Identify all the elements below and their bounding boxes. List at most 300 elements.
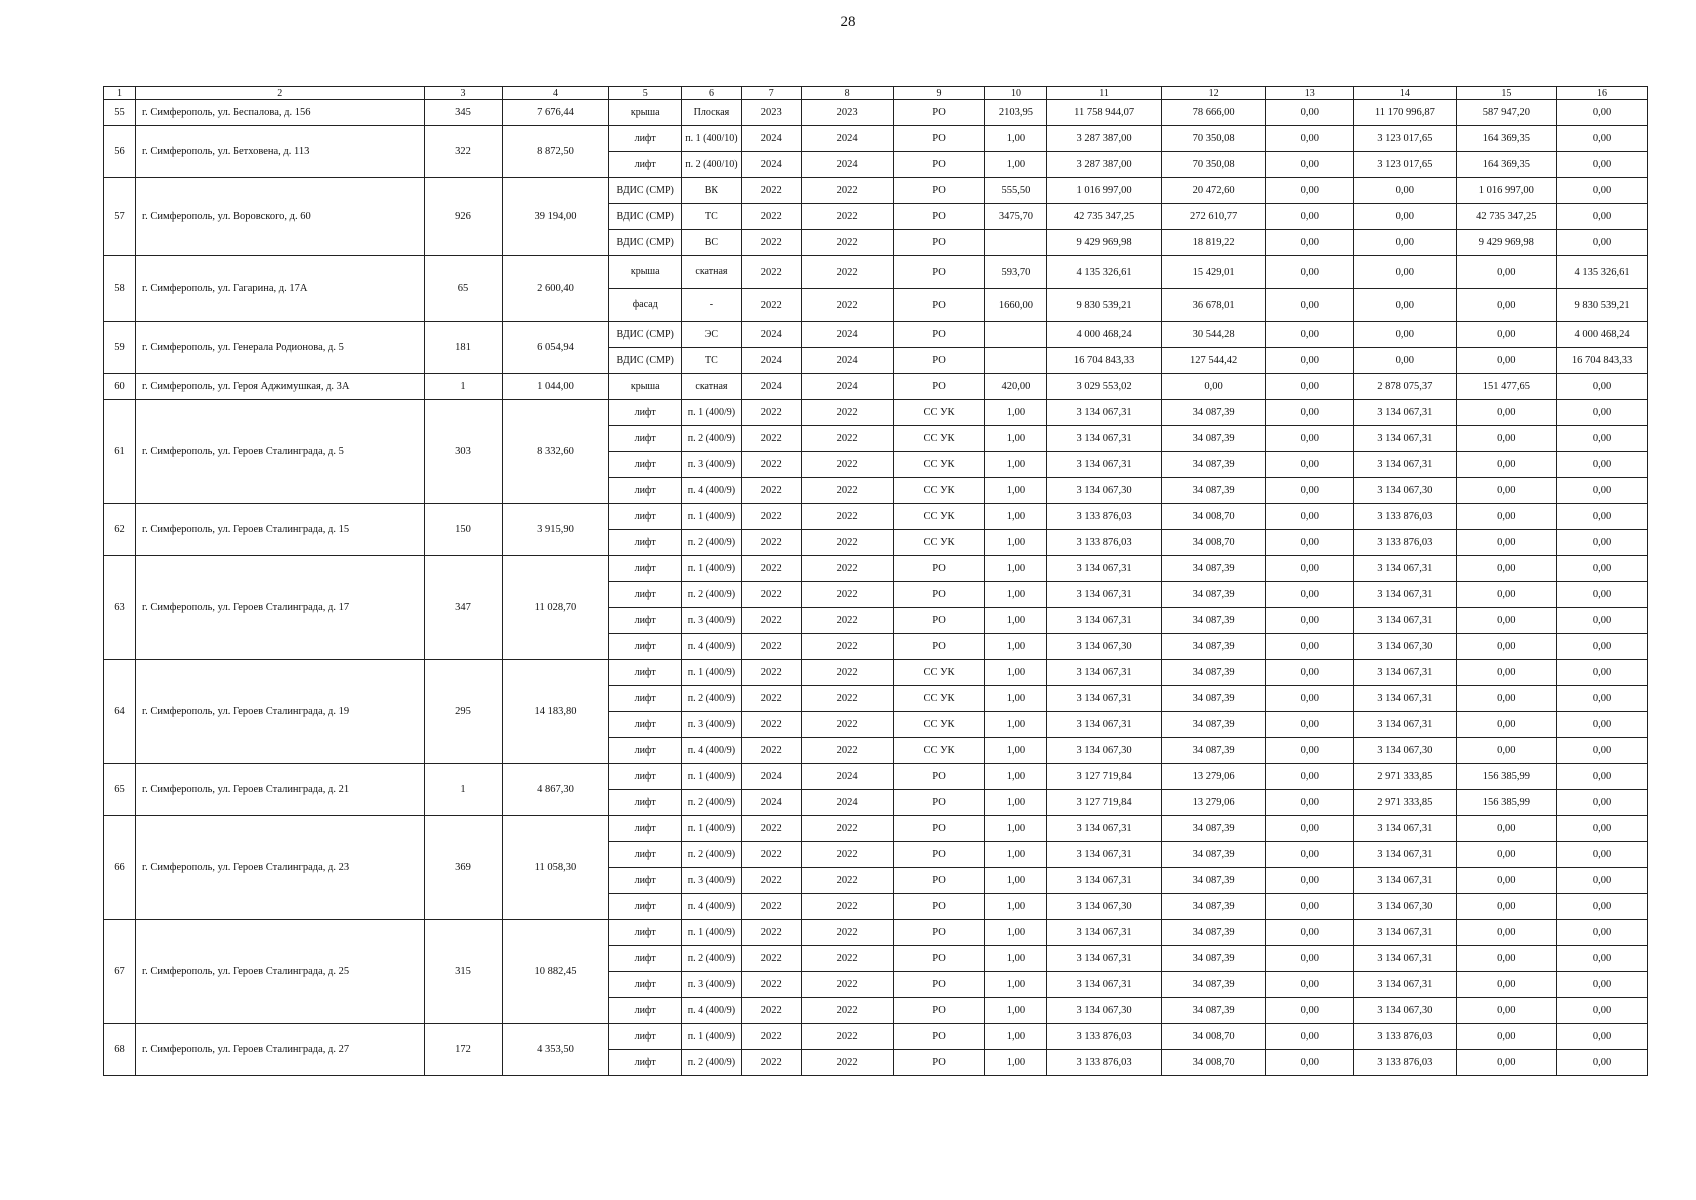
cell-col-14: 3 134 067,30 xyxy=(1354,634,1457,660)
table-row xyxy=(104,126,1648,152)
cell-col-9: РО xyxy=(893,1050,985,1076)
cell-col-7: 2022 xyxy=(741,660,801,686)
cell-col-5: лифт xyxy=(609,816,682,842)
cell-col-6: п. 2 (400/9) xyxy=(682,530,742,556)
cell-col-11: 4 000 468,24 xyxy=(1047,322,1161,348)
cell-col-13: 0,00 xyxy=(1266,374,1354,400)
cell-col-8: 2022 xyxy=(801,946,893,972)
cell-col-12: 34 087,39 xyxy=(1161,738,1266,764)
cell-col-5: лифт xyxy=(609,686,682,712)
cell-col-7: 2024 xyxy=(741,764,801,790)
cell-col-13: 0,00 xyxy=(1266,478,1354,504)
cell-col-8: 2024 xyxy=(801,152,893,178)
table-row xyxy=(104,816,1648,842)
cell-col-12: 34 087,39 xyxy=(1161,894,1266,920)
cell-col-8: 2022 xyxy=(801,230,893,256)
cell-col-13: 0,00 xyxy=(1266,400,1354,426)
cell-col-13: 0,00 xyxy=(1266,998,1354,1024)
cell-col-16: 9 830 539,21 xyxy=(1557,289,1648,322)
cell-col-14: 3 134 067,31 xyxy=(1354,686,1457,712)
cell-col-10: 1,00 xyxy=(985,400,1047,426)
cell-col-6: п. 1 (400/9) xyxy=(682,556,742,582)
cell-col-9: РО xyxy=(893,946,985,972)
cell-col-16: 0,00 xyxy=(1557,998,1648,1024)
cell-col-16: 16 704 843,33 xyxy=(1557,348,1648,374)
row-number-cell: 59 xyxy=(104,322,136,374)
cell-col-14: 3 134 067,31 xyxy=(1354,972,1457,998)
header-cell-7: 7 xyxy=(741,87,801,100)
cell-col-10: 1,00 xyxy=(985,426,1047,452)
area-cell: 11 058,30 xyxy=(502,816,609,920)
cell-col-10: 2103,95 xyxy=(985,100,1047,126)
cell-col-10: 1,00 xyxy=(985,686,1047,712)
cell-col-10: 1,00 xyxy=(985,894,1047,920)
cell-col-10: 1,00 xyxy=(985,556,1047,582)
cell-col-9: РО xyxy=(893,126,985,152)
cell-col-7: 2022 xyxy=(741,868,801,894)
cell-col-11: 3 134 067,31 xyxy=(1047,946,1161,972)
cell-col-15: 0,00 xyxy=(1456,608,1556,634)
cell-col-11: 3 134 067,31 xyxy=(1047,842,1161,868)
cell-col-5: лифт xyxy=(609,660,682,686)
address-cell: г. Симферополь, ул. Героев Сталинграда, д. 5 xyxy=(136,400,424,504)
cell-col-9: РО xyxy=(893,322,985,348)
cell-col-6: п. 2 (400/9) xyxy=(682,946,742,972)
cell-col-5: лифт xyxy=(609,946,682,972)
address-cell: г. Симферополь, ул. Беспалова, д. 156 xyxy=(136,100,424,126)
cell-col-15: 0,00 xyxy=(1456,289,1556,322)
cell-col-12: 34 087,39 xyxy=(1161,972,1266,998)
cell-col-5: крыша xyxy=(609,374,682,400)
cell-col-6: п. 1 (400/9) xyxy=(682,764,742,790)
cell-col-7: 2022 xyxy=(741,634,801,660)
area-cell: 4 353,50 xyxy=(502,1024,609,1076)
cell-col-15: 0,00 xyxy=(1456,816,1556,842)
page-number: 28 xyxy=(840,14,856,30)
table-row xyxy=(104,100,1648,126)
cell-col-9: РО xyxy=(893,178,985,204)
cell-col-13: 0,00 xyxy=(1266,920,1354,946)
cell-col-7: 2022 xyxy=(741,816,801,842)
cell-col-15: 164 369,35 xyxy=(1456,152,1556,178)
cell-col-13: 0,00 xyxy=(1266,946,1354,972)
cell-col-8: 2022 xyxy=(801,920,893,946)
apartments-cell: 1 xyxy=(424,764,502,816)
cell-col-6: п. 1 (400/9) xyxy=(682,400,742,426)
cell-col-10: 1,00 xyxy=(985,504,1047,530)
cell-col-6: скатная xyxy=(682,374,742,400)
cell-col-11: 16 704 843,33 xyxy=(1047,348,1161,374)
cell-col-8: 2024 xyxy=(801,348,893,374)
cell-col-10: 1,00 xyxy=(985,660,1047,686)
cell-col-6: п. 4 (400/9) xyxy=(682,998,742,1024)
cell-col-12: 13 279,06 xyxy=(1161,764,1266,790)
apartments-cell: 150 xyxy=(424,504,502,556)
cell-col-10: 593,70 xyxy=(985,256,1047,289)
row-number-cell: 67 xyxy=(104,920,136,1024)
cell-col-8: 2022 xyxy=(801,972,893,998)
address-cell: г. Симферополь, ул. Героев Сталинграда, д. 17 xyxy=(136,556,424,660)
cell-col-15: 0,00 xyxy=(1456,322,1556,348)
cell-col-15: 0,00 xyxy=(1456,426,1556,452)
cell-col-5: лифт xyxy=(609,634,682,660)
cell-col-9: СС УК xyxy=(893,686,985,712)
cell-col-6: п. 1 (400/9) xyxy=(682,816,742,842)
cell-col-7: 2022 xyxy=(741,556,801,582)
row-number-cell: 60 xyxy=(104,374,136,400)
cell-col-9: РО xyxy=(893,230,985,256)
cell-col-13: 0,00 xyxy=(1266,322,1354,348)
cell-col-12: 30 544,28 xyxy=(1161,322,1266,348)
cell-col-8: 2022 xyxy=(801,289,893,322)
cell-col-8: 2022 xyxy=(801,256,893,289)
cell-col-7: 2022 xyxy=(741,289,801,322)
cell-col-12: 34 087,39 xyxy=(1161,816,1266,842)
address-cell: г. Симферополь, ул. Бетховена, д. 113 xyxy=(136,126,424,178)
cell-col-5: лифт xyxy=(609,504,682,530)
row-number-cell: 63 xyxy=(104,556,136,660)
cell-col-14: 3 134 067,31 xyxy=(1354,920,1457,946)
address-cell: г. Симферополь, ул. Героев Сталинграда, д. 27 xyxy=(136,1024,424,1076)
table-row xyxy=(104,256,1648,289)
cell-col-13: 0,00 xyxy=(1266,530,1354,556)
repair-schedule-table xyxy=(103,86,1648,1076)
cell-col-11: 3 134 067,31 xyxy=(1047,556,1161,582)
area-cell: 7 676,44 xyxy=(502,100,609,126)
apartments-cell: 315 xyxy=(424,920,502,1024)
cell-col-11: 3 133 876,03 xyxy=(1047,530,1161,556)
cell-col-7: 2022 xyxy=(741,230,801,256)
cell-col-6: ЭС xyxy=(682,322,742,348)
cell-col-6: п. 4 (400/9) xyxy=(682,634,742,660)
cell-col-11: 3 133 876,03 xyxy=(1047,1024,1161,1050)
cell-col-9: СС УК xyxy=(893,738,985,764)
cell-col-7: 2022 xyxy=(741,972,801,998)
cell-col-14: 3 134 067,31 xyxy=(1354,946,1457,972)
cell-col-13: 0,00 xyxy=(1266,452,1354,478)
cell-col-6: п. 1 (400/9) xyxy=(682,660,742,686)
cell-col-13: 0,00 xyxy=(1266,686,1354,712)
address-cell: г. Симферополь, ул. Героев Сталинграда, д. 23 xyxy=(136,816,424,920)
cell-col-6: п. 4 (400/9) xyxy=(682,738,742,764)
cell-col-6: Плоская xyxy=(682,100,742,126)
cell-col-16: 0,00 xyxy=(1557,126,1648,152)
cell-col-6: п. 2 (400/9) xyxy=(682,426,742,452)
apartments-cell: 926 xyxy=(424,178,502,256)
cell-col-12: 34 008,70 xyxy=(1161,530,1266,556)
cell-col-8: 2022 xyxy=(801,842,893,868)
cell-col-6: п. 2 (400/9) xyxy=(682,842,742,868)
cell-col-10: 1,00 xyxy=(985,608,1047,634)
cell-col-6: п. 3 (400/9) xyxy=(682,452,742,478)
cell-col-5: ВДИС (СМР) xyxy=(609,230,682,256)
cell-col-8: 2022 xyxy=(801,178,893,204)
cell-col-6: ВС xyxy=(682,230,742,256)
cell-col-8: 2022 xyxy=(801,894,893,920)
address-cell: г. Симферополь, ул. Героев Сталинграда, д. 21 xyxy=(136,764,424,816)
cell-col-10: 1,00 xyxy=(985,738,1047,764)
cell-col-7: 2024 xyxy=(741,374,801,400)
cell-col-6: п. 3 (400/9) xyxy=(682,608,742,634)
cell-col-11: 3 287 387,00 xyxy=(1047,126,1161,152)
address-cell: г. Симферополь, ул. Героев Сталинграда, д. 25 xyxy=(136,920,424,1024)
header-cell-12: 12 xyxy=(1161,87,1266,100)
cell-col-13: 0,00 xyxy=(1266,289,1354,322)
cell-col-6: ВК xyxy=(682,178,742,204)
table-row xyxy=(104,556,1648,582)
cell-col-10 xyxy=(985,348,1047,374)
table-header xyxy=(104,87,1648,100)
cell-col-10: 1,00 xyxy=(985,998,1047,1024)
cell-col-5: лифт xyxy=(609,920,682,946)
cell-col-14: 3 134 067,31 xyxy=(1354,556,1457,582)
area-cell: 1 044,00 xyxy=(502,374,609,400)
area-cell: 4 867,30 xyxy=(502,764,609,816)
cell-col-12: 36 678,01 xyxy=(1161,289,1266,322)
row-number-cell: 64 xyxy=(104,660,136,764)
cell-col-14: 0,00 xyxy=(1354,289,1457,322)
cell-col-6: ТС xyxy=(682,204,742,230)
cell-col-12: 272 610,77 xyxy=(1161,204,1266,230)
cell-col-7: 2022 xyxy=(741,426,801,452)
area-cell: 8 872,50 xyxy=(502,126,609,178)
cell-col-15: 0,00 xyxy=(1456,452,1556,478)
cell-col-11: 9 429 969,98 xyxy=(1047,230,1161,256)
cell-col-13: 0,00 xyxy=(1266,230,1354,256)
cell-col-14: 0,00 xyxy=(1354,348,1457,374)
row-number-cell: 62 xyxy=(104,504,136,556)
table-row xyxy=(104,660,1648,686)
cell-col-5: крыша xyxy=(609,256,682,289)
cell-col-15: 0,00 xyxy=(1456,998,1556,1024)
cell-col-13: 0,00 xyxy=(1266,1050,1354,1076)
cell-col-11: 3 134 067,31 xyxy=(1047,868,1161,894)
cell-col-13: 0,00 xyxy=(1266,608,1354,634)
cell-col-8: 2022 xyxy=(801,204,893,230)
cell-col-5: лифт xyxy=(609,556,682,582)
cell-col-15: 0,00 xyxy=(1456,504,1556,530)
cell-col-6: п. 2 (400/9) xyxy=(682,1050,742,1076)
cell-col-14: 3 123 017,65 xyxy=(1354,152,1457,178)
cell-col-12: 34 087,39 xyxy=(1161,582,1266,608)
cell-col-16: 0,00 xyxy=(1557,530,1648,556)
row-number-cell: 58 xyxy=(104,256,136,322)
cell-col-13: 0,00 xyxy=(1266,894,1354,920)
cell-col-9: РО xyxy=(893,556,985,582)
cell-col-11: 3 134 067,31 xyxy=(1047,972,1161,998)
apartments-cell: 65 xyxy=(424,256,502,322)
cell-col-12: 18 819,22 xyxy=(1161,230,1266,256)
cell-col-12: 34 087,39 xyxy=(1161,842,1266,868)
cell-col-15: 0,00 xyxy=(1456,256,1556,289)
header-cell-8: 8 xyxy=(801,87,893,100)
table-row xyxy=(104,504,1648,530)
cell-col-16: 0,00 xyxy=(1557,712,1648,738)
cell-col-9: РО xyxy=(893,634,985,660)
cell-col-15: 0,00 xyxy=(1456,920,1556,946)
cell-col-12: 34 087,39 xyxy=(1161,920,1266,946)
cell-col-12: 34 087,39 xyxy=(1161,608,1266,634)
apartments-cell: 181 xyxy=(424,322,502,374)
cell-col-7: 2022 xyxy=(741,178,801,204)
cell-col-6: ТС xyxy=(682,348,742,374)
cell-col-14: 3 134 067,31 xyxy=(1354,426,1457,452)
cell-col-7: 2022 xyxy=(741,504,801,530)
cell-col-16: 0,00 xyxy=(1557,1050,1648,1076)
row-number-cell: 56 xyxy=(104,126,136,178)
cell-col-5: лифт xyxy=(609,582,682,608)
cell-col-12: 70 350,08 xyxy=(1161,126,1266,152)
cell-col-14: 3 134 067,31 xyxy=(1354,582,1457,608)
cell-col-11: 3 287 387,00 xyxy=(1047,152,1161,178)
address-cell: г. Симферополь, ул. Генерала Родионова, д. 5 xyxy=(136,322,424,374)
cell-col-16: 0,00 xyxy=(1557,790,1648,816)
cell-col-16: 0,00 xyxy=(1557,452,1648,478)
cell-col-10 xyxy=(985,322,1047,348)
cell-col-15: 0,00 xyxy=(1456,582,1556,608)
cell-col-16: 0,00 xyxy=(1557,100,1648,126)
cell-col-6: - xyxy=(682,289,742,322)
cell-col-10: 1,00 xyxy=(985,972,1047,998)
cell-col-11: 3 134 067,31 xyxy=(1047,712,1161,738)
cell-col-16: 0,00 xyxy=(1557,374,1648,400)
cell-col-15: 0,00 xyxy=(1456,530,1556,556)
cell-col-6: п. 2 (400/9) xyxy=(682,686,742,712)
cell-col-10: 1,00 xyxy=(985,634,1047,660)
cell-col-5: лифт xyxy=(609,452,682,478)
cell-col-5: лифт xyxy=(609,608,682,634)
cell-col-7: 2022 xyxy=(741,738,801,764)
apartments-cell: 1 xyxy=(424,374,502,400)
cell-col-16: 0,00 xyxy=(1557,556,1648,582)
cell-col-9: СС УК xyxy=(893,712,985,738)
header-cell-3: 3 xyxy=(424,87,502,100)
cell-col-8: 2022 xyxy=(801,530,893,556)
address-cell: г. Симферополь, ул. Героев Сталинграда, д. 15 xyxy=(136,504,424,556)
cell-col-15: 151 477,65 xyxy=(1456,374,1556,400)
cell-col-13: 0,00 xyxy=(1266,100,1354,126)
cell-col-15: 587 947,20 xyxy=(1456,100,1556,126)
cell-col-13: 0,00 xyxy=(1266,204,1354,230)
cell-col-5: лифт xyxy=(609,400,682,426)
cell-col-13: 0,00 xyxy=(1266,556,1354,582)
cell-col-11: 3 134 067,31 xyxy=(1047,816,1161,842)
cell-col-10: 1,00 xyxy=(985,1050,1047,1076)
cell-col-8: 2022 xyxy=(801,1050,893,1076)
cell-col-13: 0,00 xyxy=(1266,1024,1354,1050)
area-cell: 39 194,00 xyxy=(502,178,609,256)
cell-col-7: 2022 xyxy=(741,478,801,504)
cell-col-13: 0,00 xyxy=(1266,426,1354,452)
cell-col-14: 0,00 xyxy=(1354,256,1457,289)
cell-col-7: 2022 xyxy=(741,712,801,738)
cell-col-14: 3 133 876,03 xyxy=(1354,1050,1457,1076)
cell-col-14: 3 134 067,31 xyxy=(1354,816,1457,842)
cell-col-6: п. 3 (400/9) xyxy=(682,712,742,738)
row-number-cell: 57 xyxy=(104,178,136,256)
cell-col-13: 0,00 xyxy=(1266,868,1354,894)
cell-col-12: 34 087,39 xyxy=(1161,998,1266,1024)
cell-col-15: 0,00 xyxy=(1456,348,1556,374)
cell-col-12: 34 008,70 xyxy=(1161,1050,1266,1076)
cell-col-15: 0,00 xyxy=(1456,556,1556,582)
cell-col-11: 4 135 326,61 xyxy=(1047,256,1161,289)
cell-col-6: п. 1 (400/10) xyxy=(682,126,742,152)
cell-col-10: 1,00 xyxy=(985,452,1047,478)
cell-col-10: 1,00 xyxy=(985,1024,1047,1050)
cell-col-14: 3 134 067,30 xyxy=(1354,478,1457,504)
cell-col-7: 2022 xyxy=(741,608,801,634)
cell-col-13: 0,00 xyxy=(1266,348,1354,374)
header-cell-6: 6 xyxy=(682,87,742,100)
cell-col-11: 3 134 067,31 xyxy=(1047,660,1161,686)
cell-col-7: 2022 xyxy=(741,946,801,972)
cell-col-5: лифт xyxy=(609,764,682,790)
header-cell-10: 10 xyxy=(985,87,1047,100)
cell-col-15: 0,00 xyxy=(1456,1024,1556,1050)
row-number-cell: 68 xyxy=(104,1024,136,1076)
cell-col-16: 0,00 xyxy=(1557,1024,1648,1050)
area-cell: 11 028,70 xyxy=(502,556,609,660)
header-cell-15: 15 xyxy=(1456,87,1556,100)
cell-col-14: 3 134 067,31 xyxy=(1354,842,1457,868)
cell-col-16: 0,00 xyxy=(1557,946,1648,972)
cell-col-12: 34 087,39 xyxy=(1161,556,1266,582)
cell-col-10: 1,00 xyxy=(985,816,1047,842)
cell-col-16: 0,00 xyxy=(1557,842,1648,868)
cell-col-5: лифт xyxy=(609,152,682,178)
cell-col-11: 11 758 944,07 xyxy=(1047,100,1161,126)
cell-col-8: 2023 xyxy=(801,100,893,126)
cell-col-12: 34 087,39 xyxy=(1161,868,1266,894)
cell-col-12: 34 087,39 xyxy=(1161,400,1266,426)
cell-col-9: РО xyxy=(893,152,985,178)
cell-col-8: 2022 xyxy=(801,816,893,842)
cell-col-11: 9 830 539,21 xyxy=(1047,289,1161,322)
cell-col-9: РО xyxy=(893,1024,985,1050)
cell-col-6: п. 4 (400/9) xyxy=(682,478,742,504)
cell-col-8: 2022 xyxy=(801,738,893,764)
cell-col-7: 2022 xyxy=(741,920,801,946)
cell-col-7: 2022 xyxy=(741,998,801,1024)
cell-col-9: СС УК xyxy=(893,504,985,530)
cell-col-16: 0,00 xyxy=(1557,504,1648,530)
cell-col-14: 0,00 xyxy=(1354,322,1457,348)
cell-col-16: 0,00 xyxy=(1557,660,1648,686)
header-cell-13: 13 xyxy=(1266,87,1354,100)
apartments-cell: 295 xyxy=(424,660,502,764)
cell-col-7: 2024 xyxy=(741,790,801,816)
cell-col-14: 3 133 876,03 xyxy=(1354,1024,1457,1050)
cell-col-15: 0,00 xyxy=(1456,946,1556,972)
cell-col-11: 1 016 997,00 xyxy=(1047,178,1161,204)
cell-col-8: 2022 xyxy=(801,1024,893,1050)
cell-col-14: 0,00 xyxy=(1354,204,1457,230)
cell-col-14: 3 134 067,30 xyxy=(1354,998,1457,1024)
cell-col-8: 2022 xyxy=(801,504,893,530)
row-number-cell: 66 xyxy=(104,816,136,920)
cell-col-15: 0,00 xyxy=(1456,972,1556,998)
address-cell: г. Симферополь, ул. Героев Сталинграда, д. 19 xyxy=(136,660,424,764)
cell-col-5: лифт xyxy=(609,972,682,998)
header-cell-2: 2 xyxy=(136,87,424,100)
cell-col-12: 34 087,39 xyxy=(1161,686,1266,712)
cell-col-16: 4 000 468,24 xyxy=(1557,322,1648,348)
cell-col-9: СС УК xyxy=(893,530,985,556)
cell-col-16: 0,00 xyxy=(1557,868,1648,894)
cell-col-5: лифт xyxy=(609,530,682,556)
cell-col-16: 0,00 xyxy=(1557,400,1648,426)
